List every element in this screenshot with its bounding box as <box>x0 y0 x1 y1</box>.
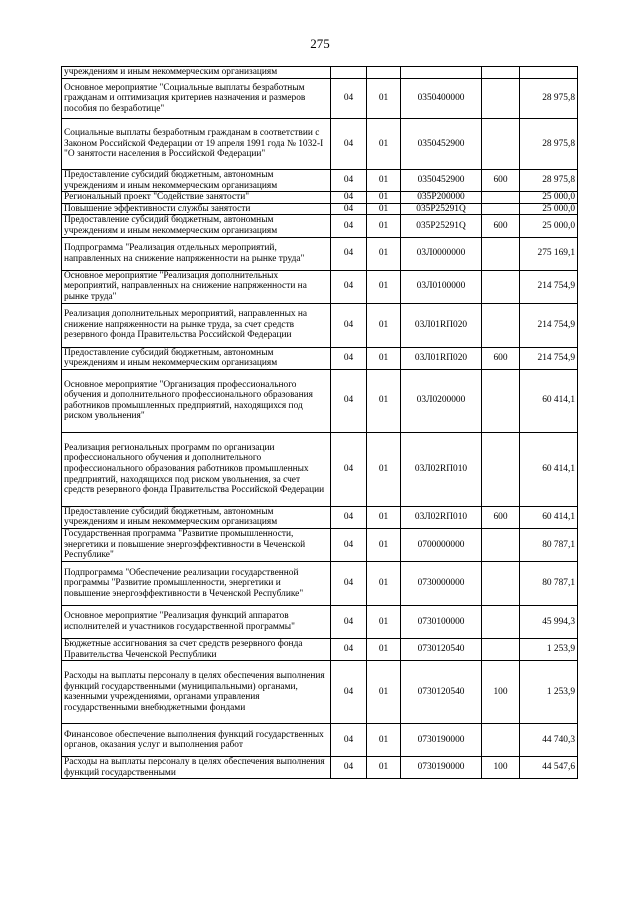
row-subsection: 01 <box>367 119 401 170</box>
row-amount: 80 787,1 <box>520 561 578 605</box>
row-section: 04 <box>331 270 367 303</box>
row-expense-type <box>482 561 520 605</box>
row-expense-type <box>482 528 520 561</box>
row-target-code: 0350452900 <box>401 119 482 170</box>
row-expense-type <box>482 203 520 215</box>
row-section: 04 <box>331 192 367 204</box>
row-subsection: 01 <box>367 79 401 119</box>
row-target-code: 035P25291Q <box>401 215 482 237</box>
budget-table <box>61 66 578 779</box>
table-row <box>62 347 578 369</box>
row-expense-type: 600 <box>482 506 520 528</box>
row-subsection: 01 <box>367 215 401 237</box>
row-section <box>331 67 367 79</box>
row-section: 04 <box>331 203 367 215</box>
row-name: Финансовое обеспечение выполнения функций государственных органов, оказания услуг и выполнения работ <box>62 724 331 757</box>
row-section: 04 <box>331 561 367 605</box>
budget-table-body <box>62 67 578 779</box>
table-row <box>62 67 578 79</box>
row-amount: 1 253,9 <box>520 661 578 724</box>
table-row <box>62 203 578 215</box>
row-target-code: 03Л0100000 <box>401 270 482 303</box>
table-row <box>62 724 578 757</box>
row-amount: 80 787,1 <box>520 528 578 561</box>
row-target-code: 03Л01RП020 <box>401 303 482 347</box>
row-name: Реализация дополнительных мероприятий, направленных на снижение напряженности на рынке труда, за счет средств резервного фонда Правительства Российской Федерации <box>62 303 331 347</box>
row-name: Подпрограмма "Обеспечение реализации государственной программы "Развитие промышленности, энергетики и повышение энергоэффективности в Чеченской Республике" <box>62 561 331 605</box>
row-name: Основное мероприятие "Реализация дополнительных мероприятий, направленных на снижение напряженности на рынке труда" <box>62 270 331 303</box>
row-subsection: 01 <box>367 605 401 638</box>
row-expense-type <box>482 369 520 432</box>
row-amount: 60 414,1 <box>520 369 578 432</box>
row-target-code: 0730120540 <box>401 661 482 724</box>
row-amount: 60 414,1 <box>520 432 578 506</box>
row-subsection: 01 <box>367 303 401 347</box>
row-expense-type: 100 <box>482 661 520 724</box>
row-subsection: 01 <box>367 661 401 724</box>
row-name: учреждениям и иным некоммерческим организациям <box>62 67 331 79</box>
row-target-code: 0350452900 <box>401 170 482 192</box>
table-row <box>62 237 578 270</box>
row-subsection: 01 <box>367 724 401 757</box>
row-expense-type: 600 <box>482 347 520 369</box>
row-name: Расходы на выплаты персоналу в целях обеспечения выполнения функций государственными (муниципальными) органами, казенными учреждениями, органами управления государственными внебюджетными фондами <box>62 661 331 724</box>
row-amount: 45 994,3 <box>520 605 578 638</box>
row-target-code: 0350400000 <box>401 79 482 119</box>
row-target-code: 0730000000 <box>401 561 482 605</box>
row-expense-type <box>482 119 520 170</box>
row-target-code: 0730120540 <box>401 638 482 660</box>
table-row <box>62 119 578 170</box>
row-amount <box>520 67 578 79</box>
row-amount: 28 975,8 <box>520 79 578 119</box>
row-subsection: 01 <box>367 528 401 561</box>
row-subsection: 01 <box>367 192 401 204</box>
row-expense-type: 100 <box>482 757 520 779</box>
row-expense-type <box>482 192 520 204</box>
row-subsection: 01 <box>367 757 401 779</box>
table-row <box>62 270 578 303</box>
row-target-code: 0730190000 <box>401 757 482 779</box>
row-expense-type <box>482 237 520 270</box>
table-row <box>62 432 578 506</box>
row-expense-type <box>482 303 520 347</box>
row-section: 04 <box>331 347 367 369</box>
row-name: Подпрограмма "Реализация отдельных мероприятий, направленных на снижение напряженности на рынке труда" <box>62 237 331 270</box>
row-section: 04 <box>331 369 367 432</box>
table-row <box>62 170 578 192</box>
row-section: 04 <box>331 79 367 119</box>
row-target-code: 035P200000 <box>401 192 482 204</box>
row-section: 04 <box>331 506 367 528</box>
table-row <box>62 192 578 204</box>
row-amount: 44 740,3 <box>520 724 578 757</box>
row-amount: 28 975,8 <box>520 119 578 170</box>
row-expense-type <box>482 724 520 757</box>
row-name: Реализация региональных программ по организации профессионального обучения и дополнительного профессионального образования работников промышленных предприятий, находящихся под риском увольнения, за счет средств резервного фонда Правительства Российской Федерации <box>62 432 331 506</box>
row-expense-type: 600 <box>482 170 520 192</box>
row-expense-type <box>482 638 520 660</box>
row-name: Предоставление субсидий бюджетным, автономным учреждениям и иным некоммерческим организациям <box>62 170 331 192</box>
table-row <box>62 661 578 724</box>
row-section: 04 <box>331 661 367 724</box>
row-name: Основное мероприятие "Реализация функций аппаратов исполнителей и участников государственной программы" <box>62 605 331 638</box>
row-name: Расходы на выплаты персоналу в целях обеспечения выполнения функций государственными <box>62 757 331 779</box>
row-name: Государственная программа "Развитие промышленности, энергетики и повышение энергоэффективности в Чеченской Республике" <box>62 528 331 561</box>
row-name: Предоставление субсидий бюджетным, автономным учреждениям и иным некоммерческим организациям <box>62 215 331 237</box>
row-section: 04 <box>331 303 367 347</box>
row-amount: 275 169,1 <box>520 237 578 270</box>
table-row <box>62 638 578 660</box>
row-subsection: 01 <box>367 170 401 192</box>
row-amount: 44 547,6 <box>520 757 578 779</box>
row-section: 04 <box>331 605 367 638</box>
row-expense-type <box>482 605 520 638</box>
table-row <box>62 506 578 528</box>
row-target-code: 03Л0000000 <box>401 237 482 270</box>
row-subsection: 01 <box>367 638 401 660</box>
table-row <box>62 215 578 237</box>
row-amount: 25 000,0 <box>520 215 578 237</box>
row-target-code <box>401 67 482 79</box>
table-row <box>62 528 578 561</box>
row-section: 04 <box>331 757 367 779</box>
row-expense-type <box>482 270 520 303</box>
row-amount: 214 754,9 <box>520 303 578 347</box>
row-target-code: 0730100000 <box>401 605 482 638</box>
row-name: Повышение эффективности службы занятости <box>62 203 331 215</box>
row-section: 04 <box>331 528 367 561</box>
row-amount: 214 754,9 <box>520 270 578 303</box>
table-row <box>62 303 578 347</box>
row-expense-type: 600 <box>482 215 520 237</box>
row-subsection: 01 <box>367 432 401 506</box>
row-amount: 28 975,8 <box>520 170 578 192</box>
row-name: Региональный проект "Содействие занятости" <box>62 192 331 204</box>
row-name: Предоставление субсидий бюджетным, автономным учреждениям и иным некоммерческим организациям <box>62 506 331 528</box>
row-subsection: 01 <box>367 506 401 528</box>
row-section: 04 <box>331 170 367 192</box>
row-section: 04 <box>331 724 367 757</box>
row-expense-type <box>482 67 520 79</box>
table-row <box>62 561 578 605</box>
row-target-code: 03Л02RП010 <box>401 506 482 528</box>
row-amount: 214 754,9 <box>520 347 578 369</box>
row-name: Бюджетные ассигнования за счет средств резервного фонда Правительства Чеченской Республики <box>62 638 331 660</box>
row-subsection: 01 <box>367 237 401 270</box>
row-subsection: 01 <box>367 203 401 215</box>
row-name: Основное мероприятие "Социальные выплаты безработным гражданам и оптимизация критериев назначения и размеров пособия по безработице" <box>62 79 331 119</box>
row-subsection: 01 <box>367 369 401 432</box>
row-name: Предоставление субсидий бюджетным, автономным учреждениям и иным некоммерческим организациям <box>62 347 331 369</box>
row-section: 04 <box>331 432 367 506</box>
row-section: 04 <box>331 215 367 237</box>
row-subsection: 01 <box>367 561 401 605</box>
row-expense-type <box>482 432 520 506</box>
row-amount: 1 253,9 <box>520 638 578 660</box>
row-target-code: 03Л0200000 <box>401 369 482 432</box>
row-amount: 60 414,1 <box>520 506 578 528</box>
row-section: 04 <box>331 119 367 170</box>
table-row <box>62 757 578 779</box>
row-target-code: 03Л02RП010 <box>401 432 482 506</box>
row-subsection <box>367 67 401 79</box>
row-section: 04 <box>331 638 367 660</box>
table-row <box>62 369 578 432</box>
row-amount: 25 000,0 <box>520 203 578 215</box>
row-name: Социальные выплаты безработным гражданам в соответствии с Законом Российской Федерации от 19 апреля 1991 года № 1032-I "О занятости населения в Российской Федерации" <box>62 119 331 170</box>
row-target-code: 0730190000 <box>401 724 482 757</box>
table-row <box>62 605 578 638</box>
row-subsection: 01 <box>367 270 401 303</box>
row-expense-type <box>482 79 520 119</box>
row-subsection: 01 <box>367 347 401 369</box>
table-row <box>62 79 578 119</box>
page-number: 275 <box>310 36 330 51</box>
row-name: Основное мероприятие "Организация профессионального обучения и дополнительного профессионального образования работников промышленных предприятий, находящихся под риском увольнения" <box>62 369 331 432</box>
row-target-code: 03Л01RП020 <box>401 347 482 369</box>
row-section: 04 <box>331 237 367 270</box>
row-target-code: 035P25291Q <box>401 203 482 215</box>
row-target-code: 0700000000 <box>401 528 482 561</box>
row-amount: 25 000,0 <box>520 192 578 204</box>
